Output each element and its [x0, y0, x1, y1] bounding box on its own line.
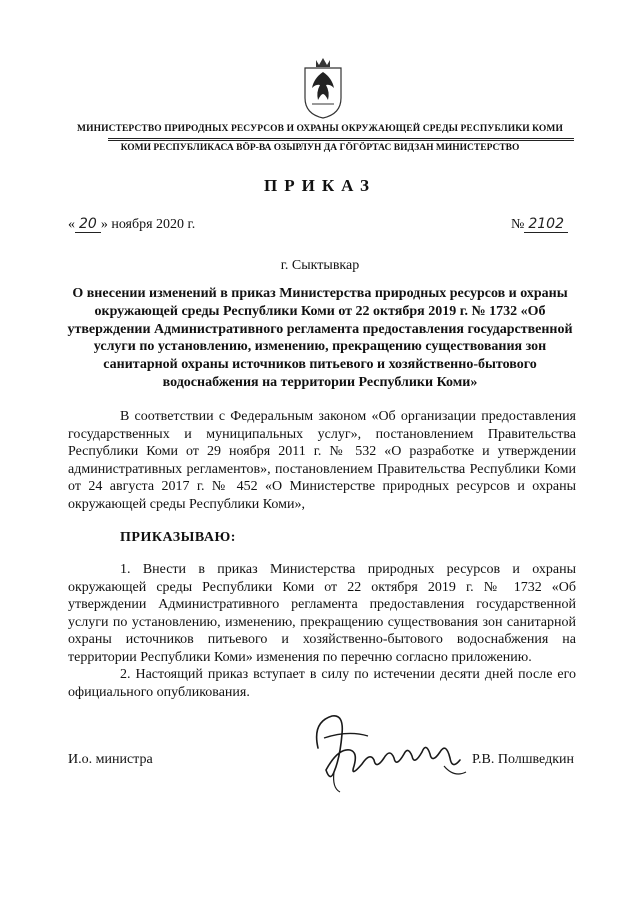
- document-title: ПРИКАЗ: [264, 176, 376, 195]
- date-quote-open: «: [68, 217, 75, 232]
- document-city: г. Сыктывкар: [280, 258, 360, 273]
- document-date: [68, 216, 195, 233]
- handwritten-signature-icon: [304, 708, 476, 796]
- order-item-2: 2. Настоящий приказ вступает в силу по истечении десяти дней после его официального опубликования.: [68, 667, 576, 700]
- header-divider-second: [108, 140, 574, 141]
- header-divider: [108, 138, 574, 139]
- document-number: [511, 216, 568, 233]
- ministry-name-russian: МИНИСТЕРСТВО ПРИРОДНЫХ РЕСУРСОВ И ОХРАНЫ ОКРУЖАЮЩЕЙ СРЕДЫ РЕСПУБЛИКИ КОМИ: [77, 124, 563, 134]
- signer-name: Р.В. Полшведкин: [471, 752, 574, 767]
- number-handwritten: 2102: [524, 216, 568, 233]
- signer-title: И.о. министра: [68, 752, 153, 767]
- document-preamble: В соответствии с Федеральным законом «Об организации предоставления государственных и муниципальных услуг», постановлением Правительства Республики Коми от 29 ноября 2011 г. № 532 «О разработке и утверждении административных регламентов», постановлением Правительства Республики Коми от 24 августа 2017 г. № 452 «О Министерстве природных ресурсов и охраны окружающей среды Республики Коми»,: [68, 409, 576, 512]
- date-day-handwritten: 20: [75, 216, 101, 233]
- coat-of-arms-icon: [302, 54, 344, 120]
- number-prefix: №: [511, 217, 525, 232]
- date-month-year: » ноября 2020 г.: [100, 217, 196, 232]
- ministry-name-komi: КОМИ РЕСПУБЛИКАСА ВӦР-ВА ОЗЫРЛУН ДА ГӦГӦРТАС ВИДЗАН МИНИСТЕРСТВО: [120, 143, 520, 153]
- order-heading: ПРИКАЗЫВАЮ:: [120, 530, 236, 545]
- order-item-1: 1. Внести в приказ Министерства природных ресурсов и охраны окружающей среды Республики Коми от 22 октября 2019 г. № 1732 «Об утверждении Административного регламента предоставления государственной услуги по установлению, изменению, прекращению существования зон санитарной охраны источников питьевого и хозяйственно-бытового водоснабжения на территории Республики Коми» изменения по перечню согласно приложению.: [68, 562, 576, 665]
- document-subject: О внесении изменений в приказ Министерства природных ресурсов и охраны окружающей среды Республики Коми от 22 октября 2019 г. № 1732 «Об утверждении Административного регламента предоставления государственной услуги по установлению, изменению, прекращению существования зон санитарной охраны источников питьевого и хозяйственно-бытового водоснабжения на территории Республики Коми»: [67, 286, 573, 390]
